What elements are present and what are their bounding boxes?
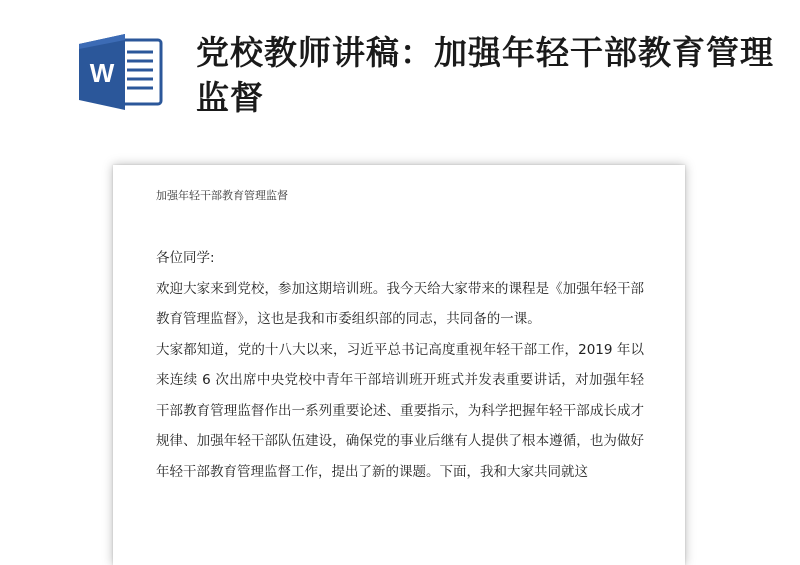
paragraph: 大家都知道，党的十八大以来，习近平总书记高度重视年轻干部工作，2019 年以来连续 6 次出席中央党校中青年干部培训班开班式并发表重要讲话，对加强年轻干部教育管理监督作出一系列重要论述、重要指示，为科学把握年轻干部成长成才规律、加强年轻干部队伍建设，确保党的事业后继有人提供了根本遵循，也为做好年轻干部教育管理监督工作，提出了新的课题。下面，我和大家共同就这	[156, 341, 644, 480]
paragraph: 欢迎大家来到党校，参加这期培训班。我今天给大家带来的课程是《加强年轻干部教育管理监督》，这也是我和市委组织部的同志，共同备的一课。	[156, 280, 644, 327]
running-header: 加强年轻干部教育管理监督	[156, 189, 288, 202]
header	[0, 0, 800, 150]
paragraph-salutation: 各位同学:	[156, 250, 215, 266]
document-body	[156, 243, 644, 487]
word-icon	[77, 32, 165, 112]
word-icon-letter: W	[89, 58, 115, 88]
page-title: 党校教师讲稿：加强年轻干部教育管理监督	[196, 33, 774, 117]
document-page	[113, 165, 685, 565]
